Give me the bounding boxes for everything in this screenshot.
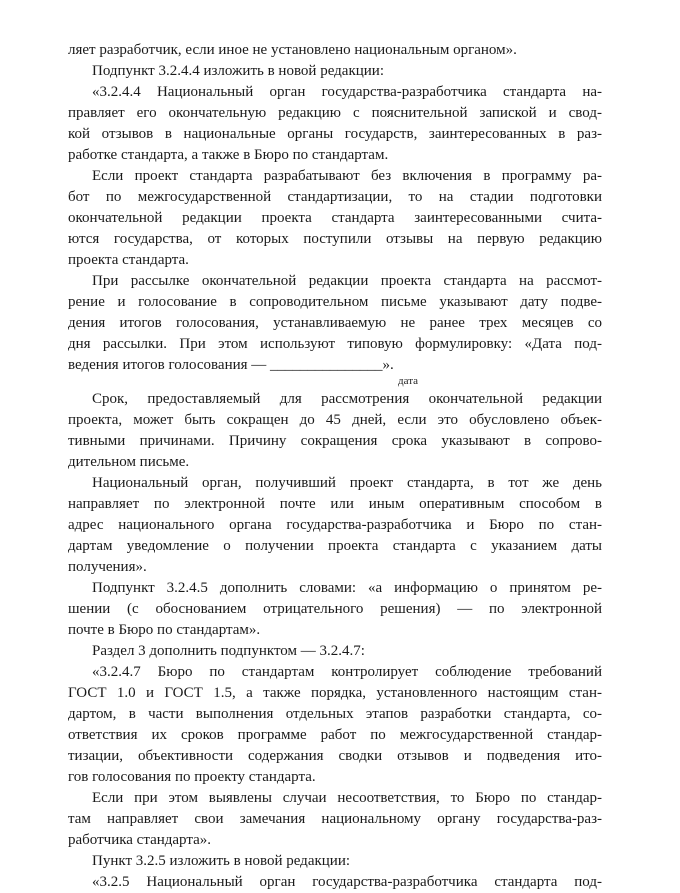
text-line: тизации, объективности содержания сводки отзывов и подведения ито-	[68, 748, 602, 764]
text-line: дартом, в части выполнения отдельных этапов разработки стандарта, со-	[68, 706, 602, 722]
text-line: «3.2.5 Национальный орган государства-разработчика стандарта под-	[92, 874, 602, 890]
text-line: Раздел 3 дополнить подпунктом — 3.2.4.7:	[92, 643, 365, 659]
text-line: там направляет свои замечания национальному органу государства-раз-	[68, 811, 602, 827]
text-line: направляет по электронной почте или иным оперативным способом в	[68, 496, 602, 512]
text-line: «3.2.4.4 Национальный орган государства-разработчика стандарта на-	[92, 84, 602, 100]
text-line: бот по межгосударственной стандартизации, то на стадии подготовки	[68, 189, 602, 205]
text-line: Если при этом выявлены случаи несоответствия, то Бюро по стандар-	[92, 790, 602, 806]
text-line: Подпункт 3.2.4.4 изложить в новой редакции:	[92, 63, 384, 79]
text-line: Подпункт 3.2.4.5 дополнить словами: «а информацию о принятом ре-	[92, 580, 602, 596]
text-line: получения».	[68, 559, 147, 575]
text-line: почте в Бюро по стандартам».	[68, 622, 261, 638]
text-line: работчика стандарта».	[68, 832, 212, 848]
text-line: гов голосования по проекту стандарта.	[68, 769, 316, 785]
text-line: ответствия их сроков программе работ по межгосударственной стандар-	[68, 727, 602, 743]
text-line: проекта, может быть сокращен до 45 дней, если это обусловлено объек-	[68, 412, 602, 428]
text-line: Национальный орган, получивший проект стандарта, в тот же день	[92, 475, 602, 491]
text-line: кой отзывов в национальные органы государств, заинтересованных в раз-	[68, 126, 602, 142]
text-line: рение и голосование в сопроводительном письме указывают дату подве-	[68, 294, 602, 310]
text-line: тивными причинами. Причину сокращения срока указывают в сопрово-	[68, 433, 602, 449]
text-line: шении (с обоснованием отрицательного решения) — по электронной	[68, 601, 602, 617]
text-line: При рассылке окончательной редакции проекта стандарта на рассмот-	[92, 273, 602, 289]
text-line: ются государства, от которых поступили отзывы на первую редакцию	[68, 231, 602, 247]
text-line: дительном письме.	[68, 454, 190, 470]
text-line: «3.2.4.7 Бюро по стандартам контролирует соблюдение требований	[92, 664, 602, 680]
text-line: проекта стандарта.	[68, 252, 189, 268]
text-line: Срок, предоставляемый для рассмотрения окончательной редакции	[92, 391, 602, 407]
text-line: работке стандарта, а также в Бюро по стандартам.	[68, 147, 389, 163]
text-line: ляет разработчик, если иное не установлено национальным органом».	[68, 42, 517, 58]
text-line: Если проект стандарта разрабатывают без включения в программу ра-	[92, 168, 602, 184]
text-line: дня рассылки. При этом используют типовую формулировку: «Дата под-	[68, 336, 602, 352]
text-line: ведения итогов голосования — _______________».	[68, 357, 394, 373]
text-line: правляет его окончательную редакцию с пояснительной запиской и свод-	[68, 105, 602, 121]
text-line: Пункт 3.2.5 изложить в новой редакции:	[92, 853, 351, 869]
text-line: ГОСТ 1.0 и ГОСТ 1.5, а также порядка, установленного настоящим стан-	[68, 685, 602, 701]
text-line: окончательной редакции проекта стандарта заинтересованными счита-	[68, 210, 602, 226]
text-line: дения итогов голосования, устанавливаемую не ранее трех месяцев со	[68, 315, 602, 331]
text-line: дартам уведомление о получении проекта стандарта с указанием даты	[68, 538, 602, 554]
date-caption: дата	[398, 375, 419, 387]
text-line: адрес национального органа государства-разработчика и Бюро по стан-	[68, 517, 602, 533]
